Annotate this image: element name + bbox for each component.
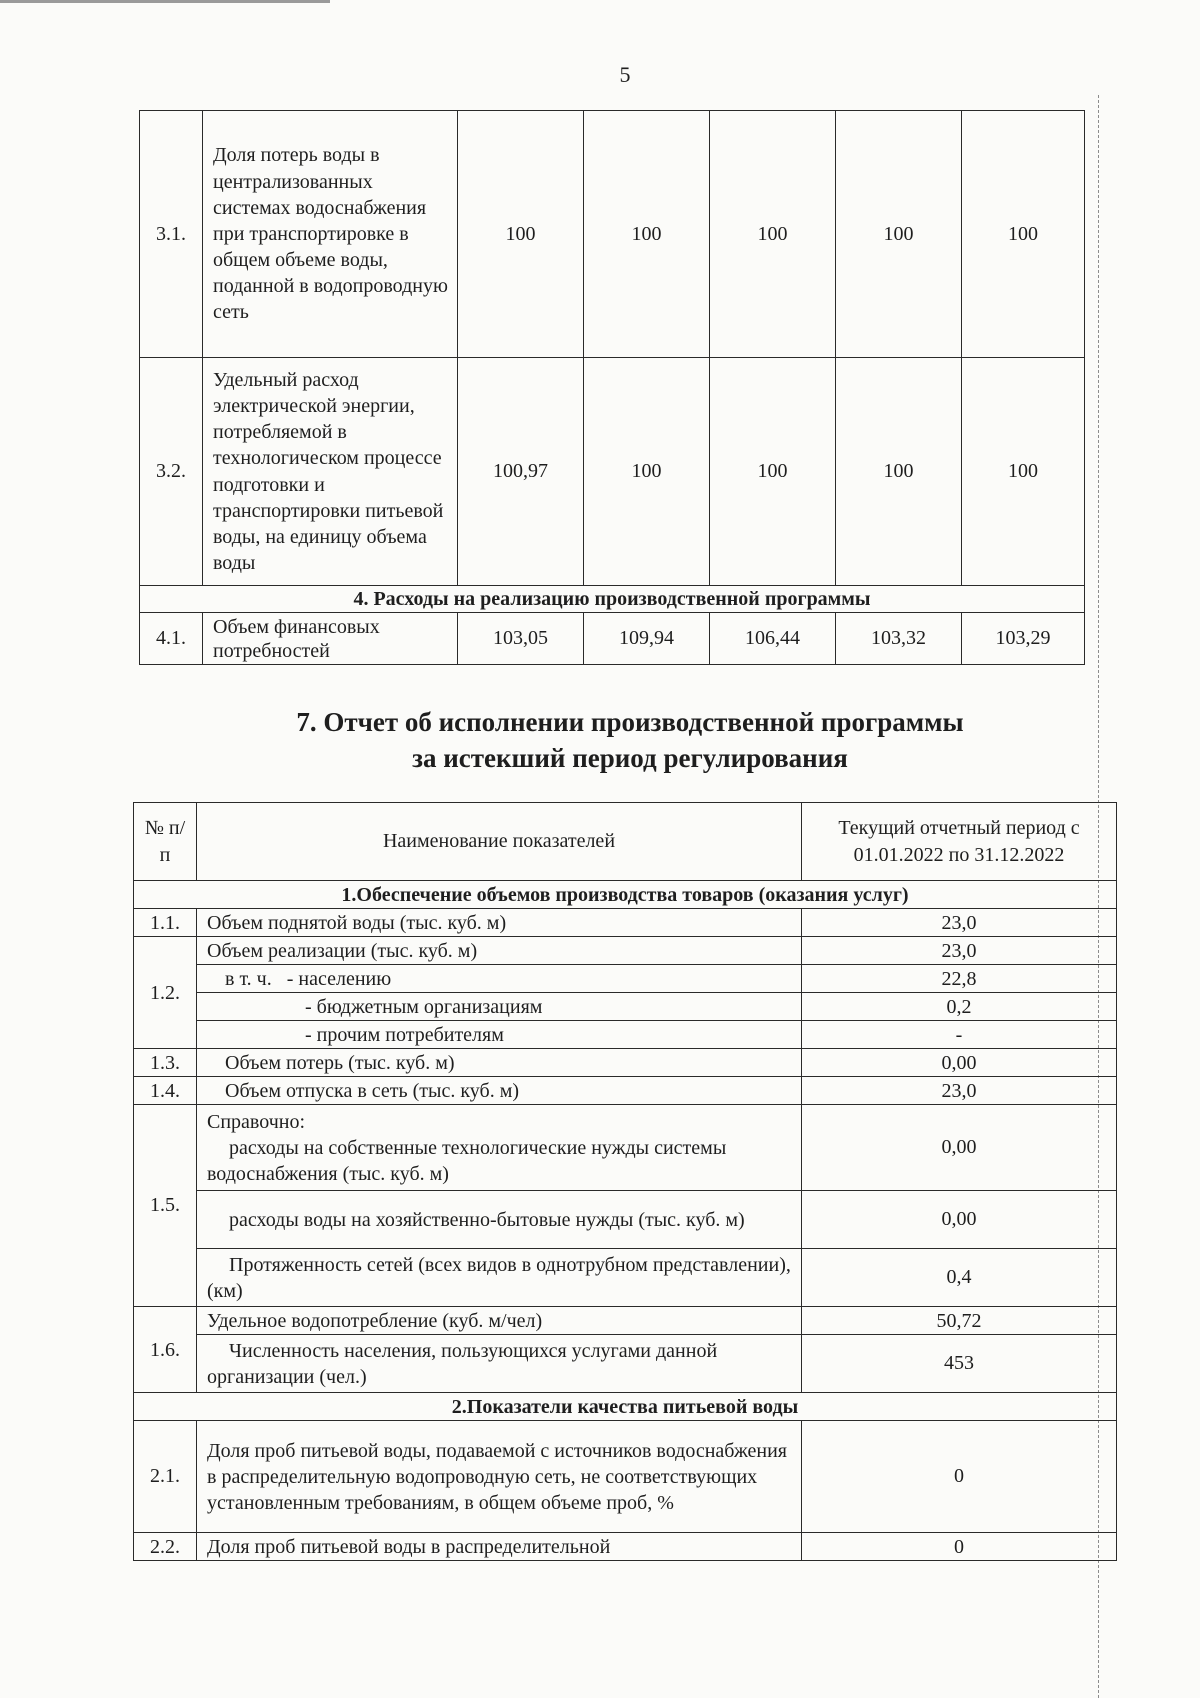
value-cell: 50,72 [802,1307,1117,1335]
row-number: 3.2. [140,358,203,586]
value-cell: 23,0 [802,1077,1117,1105]
row-name: - бюджетным организациям [197,993,802,1021]
row-name [197,1191,802,1249]
value-cell: 100,97 [458,358,584,586]
table-row-3-2 [140,358,1085,586]
value-cell: 100 [584,111,710,358]
value-cell: 453 [802,1335,1117,1393]
value-cell: 100 [458,111,584,358]
row-name: Доля проб питьевой воды в распределительной [197,1533,802,1561]
row-name [197,1335,802,1393]
row-name: Объем поднятой воды (тыс. куб. м) [197,909,802,937]
table-row-4-1 [140,613,1085,665]
value-cell: 100 [836,358,962,586]
heading-line-2: за истекший период регулирования [412,742,848,773]
row-number: 4.1. [140,613,203,665]
header-period: Текущий отчетный период с 01.01.2022 по 31.12.2022 [802,803,1117,881]
table-row-1-6 [134,1307,1117,1335]
value-cell: 0,2 [802,993,1117,1021]
value-cell: 0 [802,1533,1117,1561]
row-name [197,1249,802,1307]
table-row-3-1 [140,111,1085,358]
table-header-row [134,803,1117,881]
row-name [197,1105,802,1191]
value-cell: 0 [802,1421,1117,1533]
heading-line-1: 7. Отчет об исполнении производственной программы [296,707,964,737]
value-cell: 100 [710,111,836,358]
row-number: 1.6. [134,1307,197,1393]
value-cell: 103,32 [836,613,962,665]
table-row-1-5-household [134,1191,1117,1249]
row-number: 1.5. [134,1105,197,1307]
value-cell: 100 [836,111,962,358]
row-number: 2.1. [134,1421,197,1533]
row-number: 3.1. [140,111,203,358]
own-needs-label: расходы на собственные технологические нужды системы водоснабжения (тыс. куб. м) [207,1136,727,1185]
row-name: Объем потерь (тыс. куб. м) [197,1049,802,1077]
table-row-1-6-population [134,1335,1117,1393]
row-name: Доля потерь воды в централизованных системах водоснабжения при транспортировке в общем объеме воды, поданной в водопроводную сеть [203,111,458,358]
row-number: 1.1. [134,909,197,937]
table-row-1-2-budget [134,993,1117,1021]
section-title: 2.Показатели качества питьевой воды [134,1393,1117,1421]
ref-label: Справочно: [207,1110,306,1133]
row-name: Объем финансовых потребностей [203,613,458,665]
value-cell: 22,8 [802,965,1117,993]
table-row-1-3 [134,1049,1117,1077]
value-cell: 106,44 [710,613,836,665]
table-row-1-2 [134,937,1117,965]
value-cell: 103,05 [458,613,584,665]
household-label: расходы воды на хозяйственно-бытовые нужды (тыс. куб. м) [229,1208,745,1231]
row-name: Доля проб питьевой воды, подаваемой с источников водоснабжения в распределительную водопроводную сеть, не соответствующих установленным требованиям, в общем объеме проб, % [197,1421,802,1533]
value-cell: 23,0 [802,937,1117,965]
header-num: № п/п [134,803,197,881]
table-row-1-4 [134,1077,1117,1105]
row-name [197,965,802,993]
table-row-1-2-other [134,1021,1117,1049]
table-row-2-2 [134,1533,1117,1561]
value-cell: 0,00 [802,1105,1117,1191]
row-number: 1.4. [134,1077,197,1105]
row-name: Удельное водопотребление (куб. м/чел) [197,1307,802,1335]
value-cell: 100 [962,111,1085,358]
row-number: 2.2. [134,1533,197,1561]
row-number: 1.3. [134,1049,197,1077]
table-row-1-5-networks [134,1249,1117,1307]
value-cell: 103,29 [962,613,1085,665]
value-cell: 0,00 [802,1191,1117,1249]
row-name: Объем реализации (тыс. куб. м) [197,937,802,965]
row-number: 1.2. [134,937,197,1049]
row-name: Удельный расход электрической энергии, потребляемой в технологическом процессе подготовки и транспортировки питьевой воды, на единицу объема воды [203,358,458,586]
value-cell: 0,00 [802,1049,1117,1077]
value-cell: 100 [962,358,1085,586]
row-name: Объем отпуска в сеть (тыс. куб. м) [197,1077,802,1105]
section-title: 4. Расходы на реализацию производственной программы [140,586,1085,613]
table-row-2-1 [134,1421,1117,1533]
section-row-1 [134,881,1117,909]
row-name: - прочим потребителям [197,1021,802,1049]
value-cell: 100 [584,358,710,586]
indicators-table-continued [139,110,1085,665]
value-cell: 0,4 [802,1249,1117,1307]
value-cell: - [802,1021,1117,1049]
section-heading [190,705,1070,776]
program-report-table [133,802,1117,1561]
section-row-4 [140,586,1085,613]
row-subname: - населению [286,967,392,990]
scan-edge-top [0,0,330,3]
value-cell: 23,0 [802,909,1117,937]
table-row-1-2-population [134,965,1117,993]
table-row-1-1 [134,909,1117,937]
section-title: 1.Обеспечение объемов производства товаров (оказания услуг) [134,881,1117,909]
section-row-2 [134,1393,1117,1421]
header-name: Наименование показателей [197,803,802,881]
value-cell: 109,94 [584,613,710,665]
value-cell: 100 [710,358,836,586]
population-label: Численность населения, пользующихся услугами данной организации (чел.) [207,1339,718,1388]
page-number: 5 [619,62,631,87]
networks-label: Протяженность сетей (всех видов в однотрубном представлении), (км) [207,1253,791,1302]
row-prefix: в т. ч. [225,967,272,990]
table-row-1-5 [134,1105,1117,1191]
